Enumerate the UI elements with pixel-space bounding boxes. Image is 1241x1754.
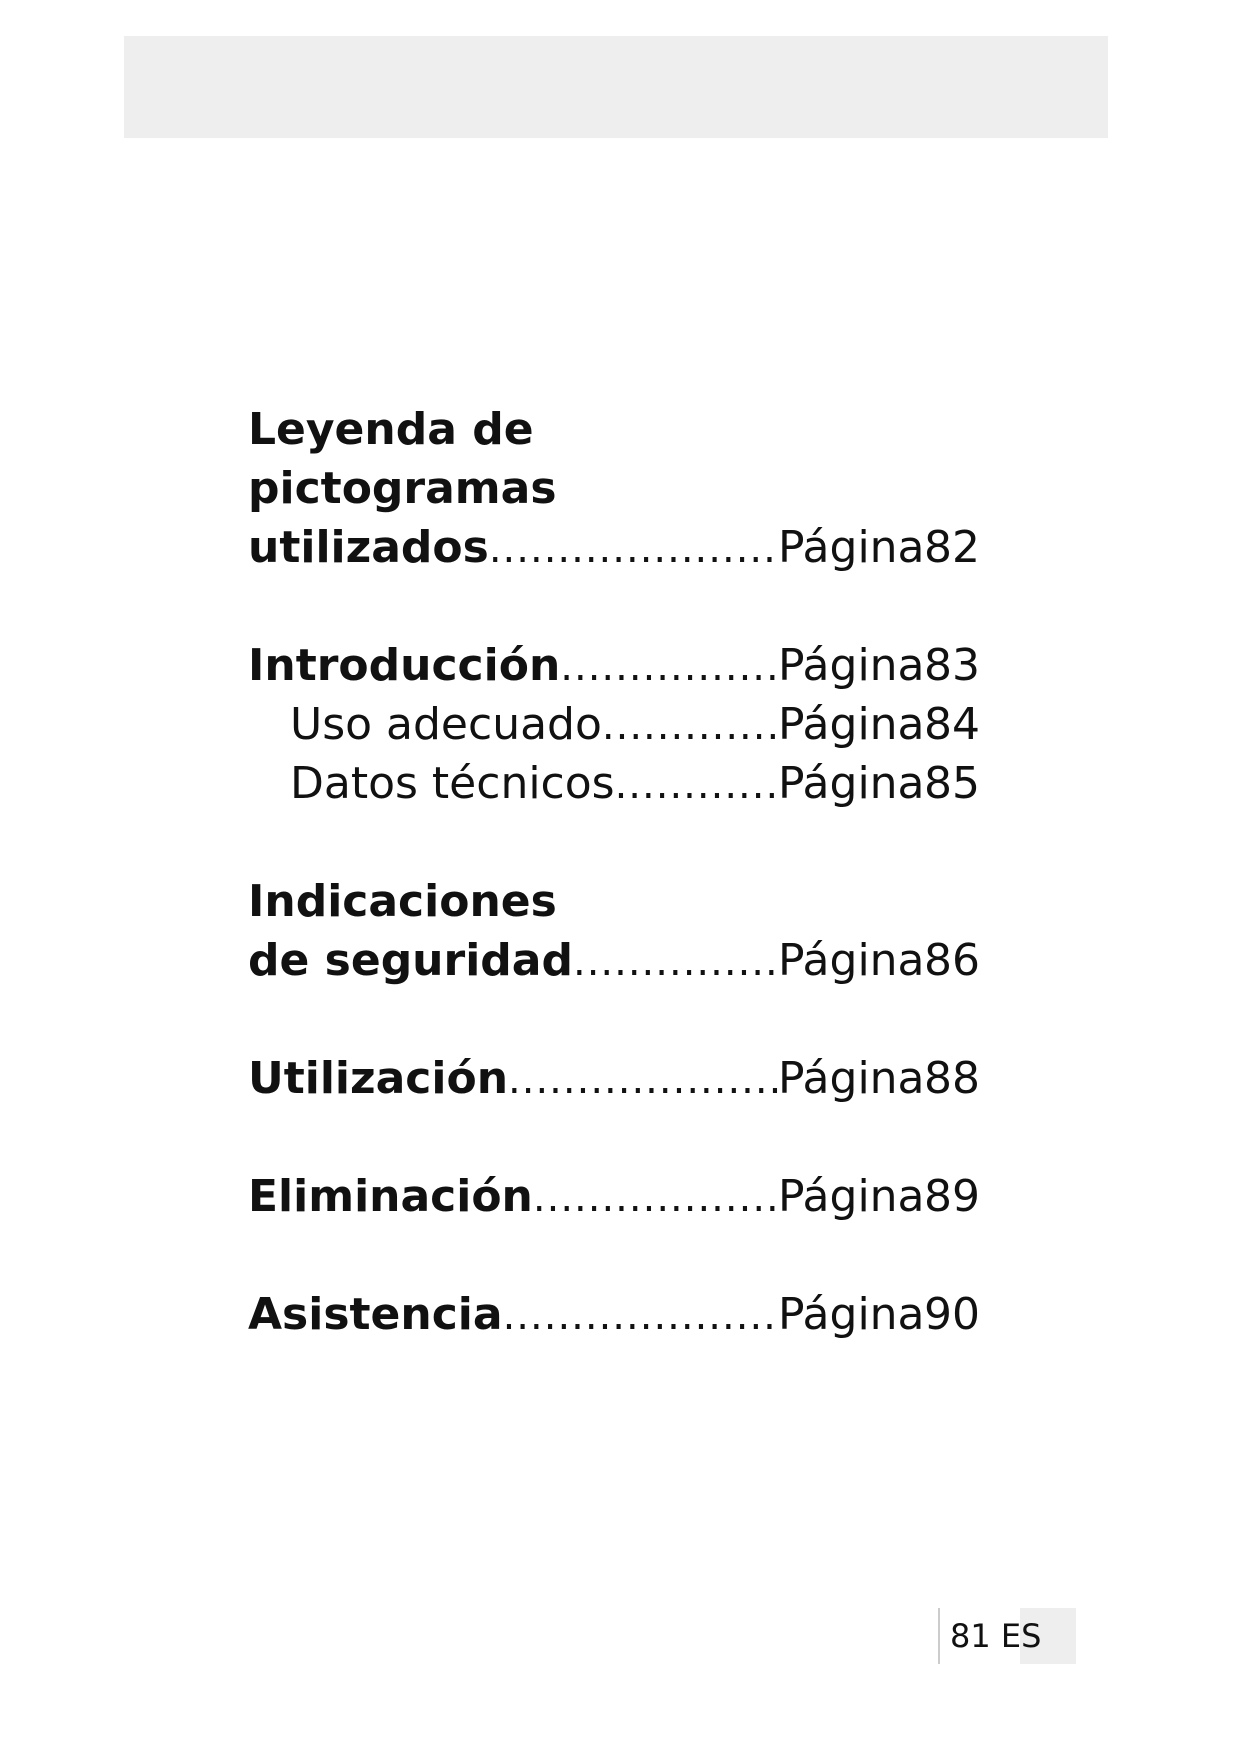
toc-entry-datos-tecnicos[interactable] — [248, 754, 980, 813]
language-code: ES — [1000, 1617, 1042, 1655]
toc-title-line: pictogramas — [248, 463, 557, 514]
toc-page-number: 86 — [924, 935, 980, 986]
toc-page-label: Página — [778, 1171, 925, 1222]
toc-title: utilizados — [248, 522, 489, 573]
toc-title-line: Indicaciones — [248, 876, 557, 927]
toc-page-number: 88 — [924, 1053, 980, 1104]
footer-divider — [938, 1608, 940, 1664]
toc-leader-dots — [615, 756, 778, 815]
toc-page-label: Página — [778, 522, 925, 573]
toc-leader-dots — [602, 697, 778, 756]
toc-leader-dots — [489, 520, 778, 579]
toc-page-label: Página — [778, 1053, 925, 1104]
toc-leader-dots — [573, 933, 778, 992]
toc-entry-eliminacion[interactable] — [248, 1167, 980, 1226]
toc-entry-asistencia[interactable] — [248, 1285, 980, 1344]
toc-page-number: 89 — [924, 1171, 980, 1222]
toc-entry-leyenda[interactable] — [248, 400, 980, 577]
toc-entry-utilizacion[interactable] — [248, 1049, 980, 1108]
toc-title: Asistencia — [248, 1289, 503, 1340]
page-footer — [938, 1608, 1078, 1664]
toc-leader-dots — [533, 1169, 778, 1228]
toc-page-number: 82 — [924, 522, 980, 573]
toc-leader-dots — [503, 1287, 778, 1346]
toc-leader-dots — [560, 638, 778, 697]
header-bar — [124, 36, 1108, 138]
table-of-contents — [248, 400, 980, 1344]
toc-page-number: 84 — [924, 699, 980, 750]
toc-title: Eliminación — [248, 1171, 533, 1222]
toc-leader-dots — [508, 1051, 778, 1110]
toc-page-number: 90 — [924, 1289, 980, 1340]
page-number-value: 81 — [950, 1617, 991, 1655]
toc-title: Introducción — [248, 640, 561, 691]
toc-page-label: Página — [778, 935, 925, 986]
toc-title: Datos técnicos — [290, 758, 615, 809]
toc-title: de seguridad — [248, 935, 573, 986]
toc-title: Utilización — [248, 1053, 509, 1104]
toc-page-label: Página — [778, 640, 925, 691]
toc-title: Uso adecuado — [290, 699, 602, 750]
toc-page-label: Página — [778, 699, 925, 750]
toc-page-number: 83 — [924, 640, 980, 691]
toc-page-number: 85 — [924, 758, 980, 809]
toc-page-label: Página — [778, 758, 925, 809]
toc-page-label: Página — [778, 1289, 925, 1340]
toc-title-line: Leyenda de — [248, 404, 534, 455]
toc-entry-introduccion[interactable] — [248, 636, 980, 695]
toc-entry-uso-adecuado[interactable] — [248, 695, 980, 754]
page-number — [950, 1616, 1041, 1656]
toc-entry-indicaciones[interactable] — [248, 872, 980, 990]
